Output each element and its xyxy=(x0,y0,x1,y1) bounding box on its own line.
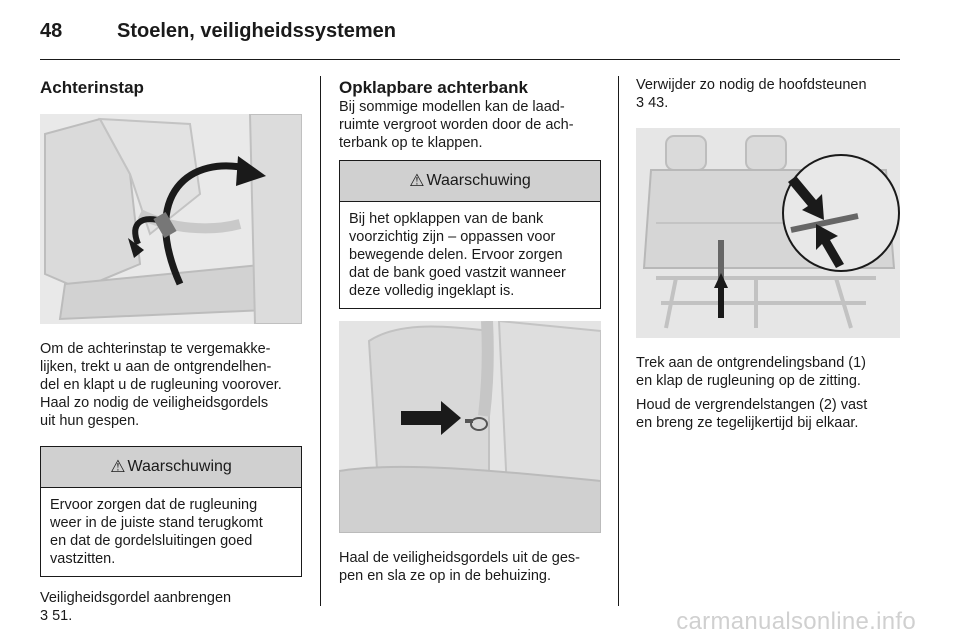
column-bench-release xyxy=(636,72,900,432)
warning-triangle-icon: ⚠ xyxy=(409,171,425,190)
text-line: en klap de rugleuning op de zitting. xyxy=(636,373,861,389)
warning-triangle-icon: ⚠ xyxy=(110,457,126,476)
text-line: del en klapt u de rugleuning voorover. xyxy=(40,377,282,393)
warning-header xyxy=(41,447,301,488)
text-line: terbank op te klappen. xyxy=(339,135,483,151)
cross-reference[interactable] xyxy=(40,607,302,625)
bench-release-illustration xyxy=(636,128,900,338)
text-line: Bij sommige modellen kan de laad- xyxy=(339,99,565,115)
text-line: Veiligheidsgordel aanbrengen xyxy=(40,590,232,606)
text-line: Ervoor zorgen dat de rugleuning xyxy=(50,497,258,513)
text-line: dat de bank goed vastzit wanneer xyxy=(349,265,566,281)
reference-arrow-icon: 3 xyxy=(636,95,645,111)
text-line: en breng ze tegelijkertijd bij elkaar. xyxy=(636,415,859,431)
text-line: lijken, trekt u aan de ontgrendelhen- xyxy=(40,359,272,375)
reference-page: 43. xyxy=(648,95,669,111)
text-line: en dat de gordelsluitingen goed xyxy=(50,533,253,549)
column-folding-bench xyxy=(339,72,601,585)
rear-entry-seat-illustration xyxy=(40,114,302,324)
text-line: voorzichtig zijn – oppassen voor xyxy=(349,229,556,245)
column-divider-1 xyxy=(320,76,321,606)
text-line: Haal zo nodig de veiligheidsgordels xyxy=(40,395,269,411)
text-line: vastzitten. xyxy=(50,551,116,567)
warning-box xyxy=(339,160,601,309)
site-watermark: carmanualsonline.info xyxy=(676,608,916,635)
text-line: Om de achterinstap te vergemakke- xyxy=(40,341,271,357)
reference-arrow-icon: 3 xyxy=(40,608,49,624)
text-line: weer in de juiste stand terugkomt xyxy=(50,515,263,531)
text-line: Houd de vergrendelstangen (2) vast xyxy=(636,397,868,413)
text-line: bewegende delen. Ervoor zorgen xyxy=(349,247,563,263)
section-heading-rear-entry: Achterinstap xyxy=(40,78,144,97)
text-line: pen en sla ze op in de behuizing. xyxy=(339,568,552,584)
warning-box xyxy=(40,446,302,577)
reference-page: 51. xyxy=(52,608,73,624)
chapter-title: Stoelen, veiligheidssystemen xyxy=(117,20,396,42)
section-heading-folding-bench: Opklapbare achterbank xyxy=(339,78,528,97)
text-line: ruimte vergroot worden door de ach- xyxy=(339,117,574,133)
text-line: uit hun gespen. xyxy=(40,413,140,429)
text-line: deze volledig ingeklapt is. xyxy=(349,283,515,299)
cross-reference[interactable] xyxy=(636,94,900,112)
column-divider-2 xyxy=(618,76,619,606)
page-number: 48 xyxy=(40,20,63,42)
warning-title: Waarschuwing xyxy=(426,172,531,189)
warning-header xyxy=(340,161,600,202)
warning-text xyxy=(340,202,600,308)
text-line: Trek aan de ontgrendelingsband (1) xyxy=(636,355,867,371)
page-header xyxy=(0,0,960,62)
text-line: Verwijder zo nodig de hoofdsteunen xyxy=(636,77,867,93)
warning-text xyxy=(41,488,301,576)
header-rule xyxy=(40,59,900,60)
text-line: Haal de veiligheidsgordels uit de ges- xyxy=(339,550,581,566)
column-rear-entry xyxy=(40,72,302,625)
text-line: Bij het opklappen van de bank xyxy=(349,211,544,227)
warning-title: Waarschuwing xyxy=(127,458,232,475)
seatbelt-buckle-illustration xyxy=(339,321,601,533)
